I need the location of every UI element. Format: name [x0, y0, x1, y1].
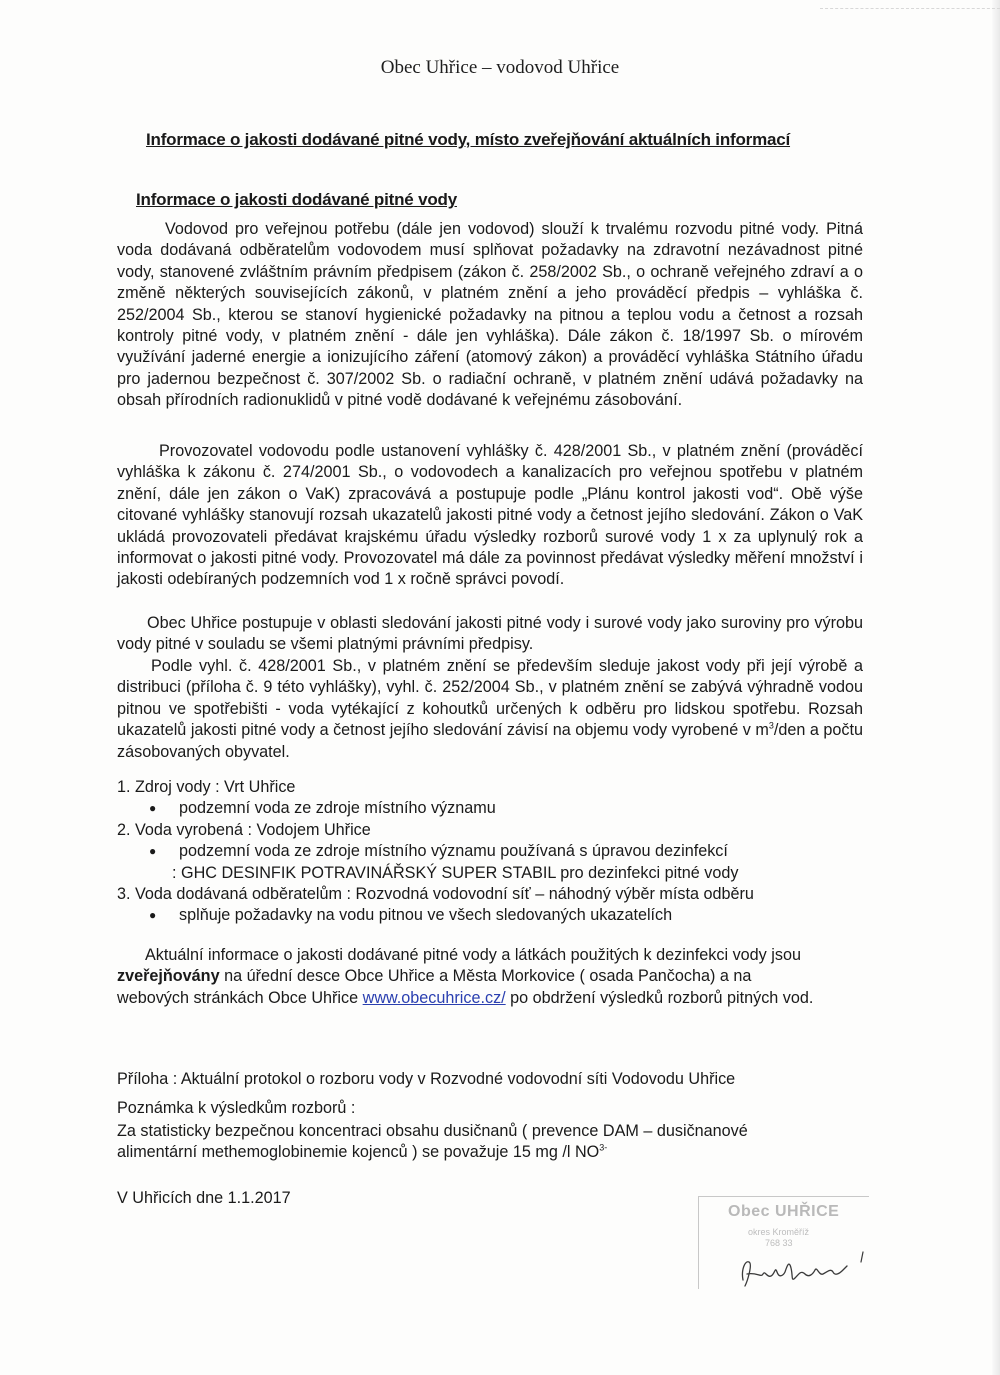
date-line: V Uhřicích dne 1.1.2017: [117, 1189, 291, 1207]
list-item-1: 1. Zdroj vody : Vrt Uhřice: [117, 778, 296, 796]
bullet-icon: ●: [149, 844, 157, 859]
stamp-postcode: 768 33: [765, 1238, 793, 1248]
page-edge-top: [820, 0, 1000, 9]
list-item: [117, 798, 877, 819]
paragraph-2: [117, 441, 863, 591]
water-list: [117, 777, 877, 927]
note-superscript: 3-: [599, 1142, 608, 1153]
paragraph-4: [117, 656, 863, 763]
note-line-2-text: alimentární methemoglobinemie kojenců ) se považuje 15 mg /l NO: [117, 1143, 600, 1161]
bullet-icon: ●: [149, 908, 157, 923]
publication-paragraph: [117, 945, 827, 1009]
list-item-2: 2. Voda vyrobená : Vodojem Uhřice: [117, 820, 371, 839]
page-edge: [992, 0, 1000, 1375]
stamp-name: Obec UHŘICE: [728, 1203, 840, 1220]
list-item-2-continuation: : GHC DESINFIK POTRAVINÁŘSKÝ SUPER STABIL pro dezinfekci pitné vody: [172, 863, 739, 882]
superscript-3: 3: [768, 720, 774, 731]
list-item-3: 3. Voda dodávaná odběratelům : Rozvodná vodovodní síť – náhodný výběr místa odběru: [117, 884, 754, 903]
list-item-1-bullet: podzemní voda ze zdroje místního významu: [179, 799, 496, 818]
note-line-1: Za statisticky bezpečnou koncentraci obsahu dusičnanů ( prevence DAM – dusičnanové: [117, 1122, 748, 1140]
list-item: [117, 905, 877, 926]
list-item: [117, 777, 877, 798]
list-item-2-bullet: podzemní voda ze zdroje místního významu používaná s úpravou dezinfekcí: [179, 842, 728, 861]
paragraph-3: [117, 613, 863, 656]
publication-pre: Aktuální informace o jakosti dodávané pitné vody a látkách použitých k dezinfekci vody jsou: [145, 946, 801, 964]
list-item: [117, 841, 877, 862]
paragraph-4-text: [117, 656, 863, 763]
document-title: Informace o jakosti dodávané pitné vody, místo zveřejňování aktuálních informací: [146, 130, 791, 149]
publication-mid: na úřední desce Obce Uhřice a Města Morkovice ( osada Pančocha) a na webových stránkách Obce Uhřice: [117, 967, 752, 1007]
document-header: Obec Uhřice – vodovod Uhřice: [380, 57, 620, 78]
bullet-icon: ●: [149, 801, 157, 816]
handwritten-signature: [735, 1248, 885, 1298]
paragraph-4-main: Podle vyhl. č. 428/2001 Sb., v platném znění se především sleduje jakost vody při její výrobě a distribuci (příloha č. 9 této vyhlášky), vyhl. č. 252/2004 Sb., v platném znění se zabývá výhradně vodou pitnou ve spotřebišti - voda vytékající z kohoutků určených k odběru pro lidskou spotřebu. Rozsah ukazatelů jakosti pitné vody a četnost jejího sledování závisí na objemu vody vyrobené v m: [117, 657, 863, 740]
paragraph-2-text: Provozovatel vodovodu podle ustanovení vyhlášky č. 428/2001 Sb., v platném znění (prováděcí vyhláška k zákonu č. 274/2001 Sb., o vodovodech a kanalizacích pro veřejnou spotřebu v platném znění, dále jen zákon o VaK) zpracovává a postupuje podle „Plánu kontrol jakosti vod“. Obě výše citované vyhlášky stanovují rozsah ukazatelů jakosti pitné vody a četnost jejího sledování. Zákon o VaK ukládá provozovateli předávat krajskému úřadu výsledky rozborů surové vody 1 x za uplynulý rok a informovat o jakosti pitné vody. Provozovatel má dále za povinnost předávat výsledky měření množství i jakosti odebíraných podzemních vod 1 x ročně správci povodí.: [117, 442, 863, 589]
publication-text: [117, 945, 827, 1009]
website-link[interactable]: www.obecuhrice.cz/: [362, 988, 506, 1007]
paragraph-4-end: /den a počtu zásobovaných obyvatel.: [117, 721, 863, 761]
paragraph-3-text: Obec Uhřice postupuje v oblasti sledování jakosti pitné vody i surové vody jako suroviny pro výrobu vody pitné v souladu se všemi platnými právními předpisy.: [117, 614, 863, 654]
list-item: [117, 863, 877, 884]
note-title: Poznámka k výsledkům rozborů :: [117, 1099, 356, 1117]
list-item: [117, 820, 877, 841]
attachment-line: Příloha : Aktuální protokol o rozboru vody v Rozvodné vodovodní síti Vodovodu Uhřice: [117, 1070, 736, 1088]
stamp-district: okres Kroměříž: [748, 1227, 810, 1237]
paragraph-1-text: Vodovod pro veřejnou potřebu (dále jen vodovod) slouží k trvalému rozvodu pitné vody. Pitná voda dodávaná odběratelům vodovodem musí splňovat požadavky na zdravotní nezávadnost pitné vody, stanovené zvláštním právním předpisem (zákon č. 258/2002 Sb., o ochraně veřejného zdraví a o změně některých souvisejících zákonů, v platném znění a jeho prováděcí předpis – vyhláška č. 252/2004 Sb., kterou se stanoví hygienické požadavky na pitnou a teplou vodu a četnost a rozsah kontroly pitné vody, v platném znění - dále jen vyhláška). Dále zákon č. 18/1997 Sb. o mírovém využívání jaderné energie a ionizujícího záření (atomový zákon) a prováděcí vyhláška Státního úřadu pro jadernou bezpečnost č. 307/2002 Sb. o radiační ochraně, v platném znění udává požadavky na obsah přírodních radionuklidů v pitné vodě dodávané k veřejnému zásobování.: [117, 220, 863, 410]
publication-bold: zveřejňovány: [117, 967, 220, 986]
publication-post: po obdržení výsledků rozborů pitných vod.: [505, 988, 814, 1007]
list-item: [117, 884, 877, 905]
note-line-2: [117, 1143, 607, 1162]
paragraph-1: [117, 219, 863, 412]
section-heading: Informace o jakosti dodávané pitné vody: [136, 190, 457, 209]
list-item-3-bullet: splňuje požadavky na vodu pitnou ve všech sledovaných ukazatelích: [179, 906, 673, 925]
